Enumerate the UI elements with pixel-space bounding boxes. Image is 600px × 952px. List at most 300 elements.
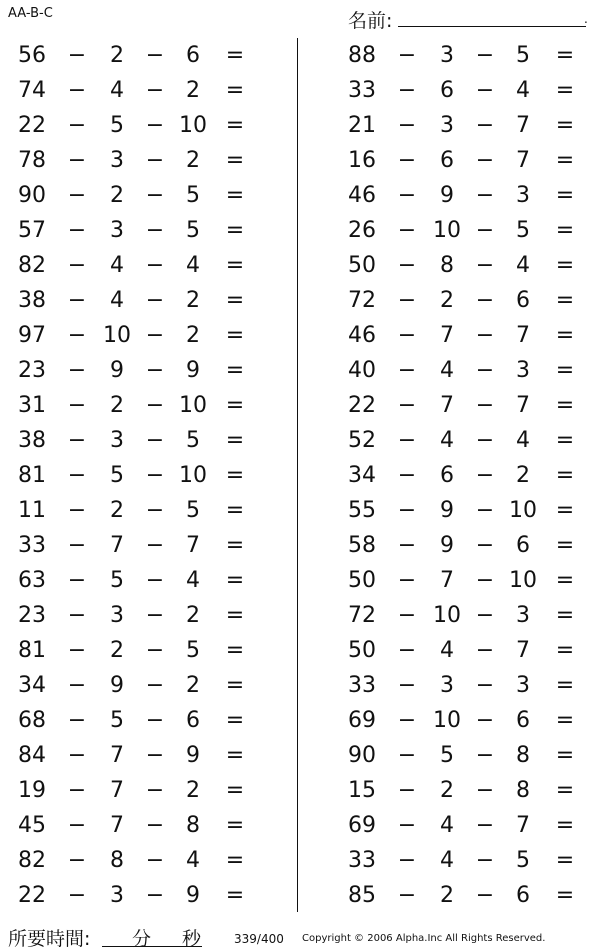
minuend: 68: [18, 708, 46, 733]
minus-sign: −: [475, 78, 495, 103]
problem-row: [330, 143, 600, 178]
equals-sign: =: [555, 638, 575, 663]
equals-sign: =: [555, 393, 575, 418]
minuend: 22: [348, 393, 376, 418]
subtrahend-2: 6: [186, 43, 200, 68]
minus-sign: −: [475, 183, 495, 208]
problem-row: [0, 248, 270, 283]
minus-sign: −: [145, 883, 165, 908]
minuend: 38: [18, 288, 46, 313]
subtrahend-2: 7: [186, 533, 200, 558]
problem-row: [0, 353, 270, 388]
subtrahend-1: 4: [440, 848, 454, 873]
subtrahend-1: 9: [110, 358, 124, 383]
equals-sign: =: [225, 813, 245, 838]
equals-sign: =: [225, 428, 245, 453]
minuend: 19: [18, 778, 46, 803]
subtrahend-2: 7: [516, 148, 530, 173]
equals-sign: =: [225, 78, 245, 103]
minus-sign: −: [67, 778, 87, 803]
minuend: 34: [18, 673, 46, 698]
problem-row: [330, 458, 600, 493]
minus-sign: −: [475, 638, 495, 663]
subtrahend-1: 3: [110, 428, 124, 453]
equals-sign: =: [555, 183, 575, 208]
subtrahend-2: 7: [516, 113, 530, 138]
subtrahend-1: 2: [440, 288, 454, 313]
problem-row: [0, 143, 270, 178]
minus-sign: −: [475, 43, 495, 68]
subtrahend-1: 6: [440, 148, 454, 173]
minuend: 82: [18, 848, 46, 873]
subtrahend-1: 5: [110, 568, 124, 593]
subtrahend-1: 4: [440, 358, 454, 383]
problem-row: [330, 423, 600, 458]
minuend: 33: [348, 673, 376, 698]
minuend: 33: [348, 78, 376, 103]
minus-sign: −: [145, 603, 165, 628]
minus-sign: −: [145, 813, 165, 838]
problem-row: [330, 493, 600, 528]
equals-sign: =: [555, 673, 575, 698]
equals-sign: =: [225, 778, 245, 803]
minus-sign: −: [475, 603, 495, 628]
problem-row: [0, 283, 270, 318]
subtrahend-2: 2: [186, 323, 200, 348]
minus-sign: −: [397, 148, 417, 173]
minuend: 22: [18, 113, 46, 138]
problem-row: [330, 738, 600, 773]
minus-sign: −: [67, 358, 87, 383]
minus-sign: −: [475, 218, 495, 243]
subtrahend-2: 2: [186, 673, 200, 698]
minus-sign: −: [397, 393, 417, 418]
minus-sign: −: [145, 288, 165, 313]
equals-sign: =: [225, 568, 245, 593]
subtrahend-2: 2: [186, 603, 200, 628]
subtrahend-2: 4: [186, 568, 200, 593]
minuend: 11: [18, 498, 46, 523]
minuend: 50: [348, 253, 376, 278]
subtrahend-2: 3: [516, 603, 530, 628]
minuend: 21: [348, 113, 376, 138]
minuend: 15: [348, 778, 376, 803]
minus-sign: −: [145, 638, 165, 663]
minus-sign: −: [145, 78, 165, 103]
minus-sign: −: [397, 288, 417, 313]
equals-sign: =: [555, 498, 575, 523]
minutes-label: 分: [132, 928, 152, 950]
column-divider: [297, 38, 298, 912]
minus-sign: −: [145, 428, 165, 453]
minuend: 45: [18, 813, 46, 838]
subtrahend-2: 5: [516, 218, 530, 243]
equals-sign: =: [225, 218, 245, 243]
minus-sign: −: [475, 778, 495, 803]
problem-row: [0, 808, 270, 843]
minuend: 34: [348, 463, 376, 488]
minuend: 81: [18, 638, 46, 663]
problem-row: [0, 878, 270, 913]
minuend: 78: [18, 148, 46, 173]
minus-sign: −: [397, 43, 417, 68]
minus-sign: −: [145, 498, 165, 523]
equals-sign: =: [555, 288, 575, 313]
minus-sign: −: [397, 568, 417, 593]
subtrahend-2: 4: [516, 78, 530, 103]
problem-row: [330, 178, 600, 213]
minus-sign: −: [475, 673, 495, 698]
subtrahend-1: 10: [433, 708, 461, 733]
problem-row: [330, 878, 600, 913]
problem-row: [0, 738, 270, 773]
equals-sign: =: [225, 113, 245, 138]
equals-sign: =: [555, 78, 575, 103]
minus-sign: −: [475, 848, 495, 873]
minus-sign: −: [475, 498, 495, 523]
subtrahend-1: 2: [440, 883, 454, 908]
problem-row: [330, 563, 600, 598]
minuend: 33: [18, 533, 46, 558]
problem-row: [0, 633, 270, 668]
equals-sign: =: [555, 778, 575, 803]
minus-sign: −: [67, 78, 87, 103]
minuend: 69: [348, 708, 376, 733]
minuend: 23: [18, 358, 46, 383]
subtrahend-1: 4: [110, 78, 124, 103]
minus-sign: −: [475, 148, 495, 173]
equals-sign: =: [225, 253, 245, 278]
equals-sign: =: [225, 883, 245, 908]
minuend: 31: [18, 393, 46, 418]
subtrahend-1: 3: [440, 113, 454, 138]
minus-sign: −: [67, 43, 87, 68]
subtrahend-1: 3: [110, 218, 124, 243]
minus-sign: −: [67, 498, 87, 523]
subtrahend-2: 3: [516, 673, 530, 698]
minus-sign: −: [475, 463, 495, 488]
subtrahend-1: 3: [440, 673, 454, 698]
subtrahend-2: 6: [516, 288, 530, 313]
equals-sign: =: [555, 603, 575, 628]
subtrahend-2: 4: [516, 253, 530, 278]
problem-row: [0, 843, 270, 878]
equals-sign: =: [555, 533, 575, 558]
equals-sign: =: [555, 43, 575, 68]
subtrahend-1: 3: [110, 883, 124, 908]
minuend: 72: [348, 288, 376, 313]
subtrahend-2: 2: [186, 288, 200, 313]
subtrahend-1: 2: [110, 393, 124, 418]
subtrahend-2: 2: [516, 463, 530, 488]
subtrahend-1: 2: [440, 778, 454, 803]
minus-sign: −: [475, 883, 495, 908]
minus-sign: −: [475, 323, 495, 348]
subtrahend-2: 10: [509, 498, 537, 523]
minus-sign: −: [397, 813, 417, 838]
problem-row: [0, 108, 270, 143]
problem-row: [330, 318, 600, 353]
minus-sign: −: [475, 708, 495, 733]
subtrahend-2: 7: [516, 393, 530, 418]
subtrahend-2: 5: [186, 218, 200, 243]
subtrahend-2: 5: [516, 848, 530, 873]
minus-sign: −: [397, 78, 417, 103]
minus-sign: −: [145, 778, 165, 803]
subtrahend-1: 4: [440, 428, 454, 453]
minus-sign: −: [67, 463, 87, 488]
minuend: 46: [348, 183, 376, 208]
subtrahend-2: 6: [516, 883, 530, 908]
equals-sign: =: [225, 463, 245, 488]
subtrahend-2: 5: [186, 498, 200, 523]
problem-row: [330, 73, 600, 108]
seconds-label: 秒: [182, 928, 202, 950]
minus-sign: −: [397, 743, 417, 768]
subtrahend-1: 4: [110, 253, 124, 278]
minus-sign: −: [145, 533, 165, 558]
page-number: 339/400: [234, 932, 284, 946]
problem-row: [0, 528, 270, 563]
equals-sign: =: [225, 393, 245, 418]
equals-sign: =: [555, 743, 575, 768]
subtrahend-2: 6: [516, 708, 530, 733]
subtrahend-1: 10: [103, 323, 131, 348]
minuend: 58: [348, 533, 376, 558]
minus-sign: −: [145, 218, 165, 243]
subtrahend-2: 9: [186, 883, 200, 908]
minuend: 38: [18, 428, 46, 453]
equals-sign: =: [555, 428, 575, 453]
subtrahend-2: 4: [516, 428, 530, 453]
equals-sign: =: [225, 183, 245, 208]
minus-sign: −: [397, 883, 417, 908]
minus-sign: −: [145, 148, 165, 173]
minuend: 40: [348, 358, 376, 383]
subtrahend-1: 6: [440, 463, 454, 488]
minus-sign: −: [145, 568, 165, 593]
problem-row: [0, 458, 270, 493]
subtrahend-2: 5: [186, 428, 200, 453]
minus-sign: −: [475, 358, 495, 383]
problem-row: [0, 703, 270, 738]
equals-sign: =: [555, 253, 575, 278]
subtrahend-1: 10: [433, 603, 461, 628]
minuend: 26: [348, 218, 376, 243]
equals-sign: =: [225, 533, 245, 558]
minuend: 52: [348, 428, 376, 453]
minus-sign: −: [397, 323, 417, 348]
minuend: 84: [18, 743, 46, 768]
minus-sign: −: [475, 428, 495, 453]
problem-row: [330, 248, 600, 283]
minus-sign: −: [475, 288, 495, 313]
minus-sign: −: [67, 813, 87, 838]
minuend: 97: [18, 323, 46, 348]
subtrahend-1: 3: [440, 43, 454, 68]
minus-sign: −: [145, 708, 165, 733]
subtrahend-1: 3: [110, 603, 124, 628]
subtrahend-1: 9: [440, 183, 454, 208]
minus-sign: −: [475, 743, 495, 768]
minus-sign: −: [67, 603, 87, 628]
minus-sign: −: [397, 848, 417, 873]
minuend: 69: [348, 813, 376, 838]
subtrahend-2: 10: [509, 568, 537, 593]
subtrahend-1: 8: [110, 848, 124, 873]
minuend: 81: [18, 463, 46, 488]
subtrahend-1: 9: [440, 533, 454, 558]
equals-sign: =: [555, 148, 575, 173]
equals-sign: =: [225, 148, 245, 173]
problem-row: [0, 318, 270, 353]
subtrahend-2: 6: [186, 708, 200, 733]
minus-sign: −: [475, 113, 495, 138]
subtrahend-2: 2: [186, 778, 200, 803]
minus-sign: −: [397, 533, 417, 558]
minus-sign: −: [67, 218, 87, 243]
minus-sign: −: [67, 148, 87, 173]
subtrahend-2: 10: [179, 113, 207, 138]
minuend: 82: [18, 253, 46, 278]
subtrahend-1: 2: [110, 183, 124, 208]
subtrahend-1: 5: [110, 113, 124, 138]
equals-sign: =: [225, 603, 245, 628]
minus-sign: −: [397, 603, 417, 628]
equals-sign: =: [555, 358, 575, 383]
equals-sign: =: [555, 883, 575, 908]
minuend: 63: [18, 568, 46, 593]
subtrahend-1: 7: [440, 393, 454, 418]
subtrahend-2: 7: [516, 638, 530, 663]
subtrahend-2: 7: [516, 323, 530, 348]
minus-sign: −: [67, 533, 87, 558]
minuend: 46: [348, 323, 376, 348]
minus-sign: −: [397, 183, 417, 208]
problem-row: [330, 843, 600, 878]
minus-sign: −: [67, 708, 87, 733]
problem-row: [330, 213, 600, 248]
minus-sign: −: [145, 43, 165, 68]
minus-sign: −: [67, 568, 87, 593]
minus-sign: −: [397, 113, 417, 138]
minus-sign: −: [397, 778, 417, 803]
subtrahend-2: 2: [186, 78, 200, 103]
minus-sign: −: [397, 428, 417, 453]
minuend: 90: [348, 743, 376, 768]
subtrahend-2: 9: [186, 743, 200, 768]
subtrahend-1: 5: [440, 743, 454, 768]
subtrahend-1: 4: [440, 638, 454, 663]
subtrahend-1: 7: [440, 323, 454, 348]
time-label: 所要時間:: [8, 928, 91, 950]
minus-sign: −: [145, 113, 165, 138]
subtrahend-1: 8: [440, 253, 454, 278]
problem-row: [0, 423, 270, 458]
minus-sign: −: [145, 358, 165, 383]
problem-row: [330, 283, 600, 318]
problem-row: [0, 493, 270, 528]
minus-sign: −: [397, 708, 417, 733]
equals-sign: =: [555, 323, 575, 348]
minus-sign: −: [397, 463, 417, 488]
problem-row: [0, 773, 270, 808]
minus-sign: −: [475, 813, 495, 838]
problem-row: [0, 598, 270, 633]
equals-sign: =: [225, 498, 245, 523]
equals-sign: =: [225, 358, 245, 383]
subtrahend-2: 4: [186, 253, 200, 278]
subtrahend-1: 7: [110, 743, 124, 768]
problem-row: [330, 808, 600, 843]
minus-sign: −: [67, 183, 87, 208]
problem-row: [330, 38, 600, 73]
minuend: 23: [18, 603, 46, 628]
subtrahend-2: 6: [516, 533, 530, 558]
minuend: 33: [348, 848, 376, 873]
minus-sign: −: [475, 393, 495, 418]
subtrahend-1: 5: [110, 463, 124, 488]
minus-sign: −: [67, 253, 87, 278]
equals-sign: =: [555, 218, 575, 243]
minuend: 57: [18, 218, 46, 243]
minus-sign: −: [67, 848, 87, 873]
minus-sign: −: [67, 288, 87, 313]
subtrahend-1: 7: [110, 813, 124, 838]
problem-row: [330, 528, 600, 563]
problem-row: [0, 38, 270, 73]
equals-sign: =: [555, 848, 575, 873]
subtrahend-1: 2: [110, 43, 124, 68]
subtrahend-2: 8: [516, 743, 530, 768]
subtrahend-2: 9: [186, 358, 200, 383]
subtrahend-2: 8: [516, 778, 530, 803]
minus-sign: −: [67, 883, 87, 908]
problem-row: [0, 563, 270, 598]
minus-sign: −: [145, 743, 165, 768]
equals-sign: =: [225, 323, 245, 348]
minus-sign: −: [145, 673, 165, 698]
subtrahend-2: 10: [179, 393, 207, 418]
problem-row: [330, 353, 600, 388]
subtrahend-2: 7: [516, 813, 530, 838]
subtrahend-2: 4: [186, 848, 200, 873]
subtrahend-1: 4: [110, 288, 124, 313]
equals-sign: =: [555, 813, 575, 838]
subtrahend-2: 5: [516, 43, 530, 68]
subtrahend-2: 5: [186, 638, 200, 663]
problem-row: [330, 598, 600, 633]
minuend: 16: [348, 148, 376, 173]
minus-sign: −: [397, 253, 417, 278]
problem-row: [330, 108, 600, 143]
subtrahend-1: 10: [433, 218, 461, 243]
subtrahend-1: 7: [110, 778, 124, 803]
minuend: 90: [18, 183, 46, 208]
problem-row: [330, 388, 600, 423]
subtrahend-1: 9: [440, 498, 454, 523]
equals-sign: =: [225, 43, 245, 68]
minuend: 55: [348, 498, 376, 523]
name-label: 名前:: [348, 10, 393, 32]
minus-sign: −: [67, 393, 87, 418]
subtrahend-1: 2: [110, 638, 124, 663]
minus-sign: −: [145, 848, 165, 873]
minus-sign: −: [145, 253, 165, 278]
problem-row: [330, 773, 600, 808]
minus-sign: −: [145, 463, 165, 488]
subtrahend-1: 7: [110, 533, 124, 558]
